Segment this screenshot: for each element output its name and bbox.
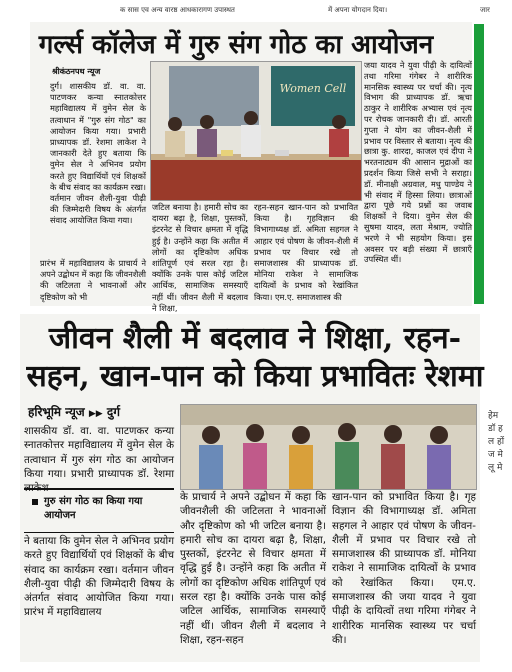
article2-headline: जीवन शैली में बदलाव ने शिक्षा, रहन-सहन, खान-पान को किया प्रभावितः रेशमा	[26, 321, 484, 394]
article2-col2: के प्राचार्य ने अपने उद्बोधन में कहा कि जीवनशैली की जटिलता ने भावनाओं और दृष्टिकोण को भी जटिल बनाया है। हमारी सोच का दायरा बढ़ा है, शिक्षा, पुस्तकों, इंटरनेट से विचार क्षमता में वृद्धि हुई है। उन्होंने कहा कि अतीत में लोगों का दृष्टिकोण अधिक शांतिपूर्ण एवं सरल रहा है। क्योंकि उनके पास कोई जटिल आर्थिक, सामाजिक समस्याएँ नहीं थीं। जीवन शैली में बदलाव ने शिक्षा, रहन-सहन	[180, 491, 326, 646]
article1-col4: जया यादव ने युवा पीढ़ी के दायित्वों तथा गरिमा गंगेबर ने शारीरिक मानसिक स्वास्थ्य पर चर्चा की। नृत्य विभाग की प्राध्यापक डॉ. ऋचा ठाकुर ने शारीरिक अभ्यास एवं नृत्य पर रोचक जानकारी दी। डॉ. आरती गुप्ता ने योग का जीवन-शैली में प्रभाव पर विस्तार से बताया। नृत्य की छात्रा कु. शारदा, काजल एवं दीपा ने भरतनाट्यम की आसान मुद्राओं का प्रदर्शन किया जिसे सभी ने सराहा। डॉ. मीनाक्षी अग्रवाल, मधु पाण्डेय ने भी संवाद में हिस्सा लिया। छात्राओं द्वारा पूछे गये प्रश्नों का जवाब शिक्षकों ने दिया। वुमेन सेल की सुषमा यादव, लता मेश्राम, ज्योति भरणे ने भी सहयोग किया। इस अवसर पर बड़ी संख्या में छात्राएँ उपस्थित थीं।	[364, 60, 472, 265]
article1-photo	[150, 61, 362, 201]
article1-green-bar	[474, 24, 484, 304]
audience-photo-illustration	[181, 405, 476, 489]
top-strip	[0, 0, 512, 22]
article2-col3: खान-पान को प्रभावित किया है। गृह विज्ञान की विभागाध्यक्ष डॉ. अमिता सहगल ने आहार एवं पोषण के जीवन-शैली में प्रभाव पर विचार रखे तो समाजशास्त्र की प्राध्यापक डॉ. मोनिया राकेश ने सामाजिक दायित्वों के प्रभाव को रेखांकित किया। एम.ए. समाजशास्त्र की जया यादव ने युवा पीढ़ी के दायित्वों तथा गरिमा गंगेबर ने शारीरिक मानसिक स्वास्थ्य पर चर्चा की।	[332, 491, 476, 646]
top-strip-middle-text: में अपना योगदान दिया।	[328, 6, 388, 14]
article2-col1-lead: शासकीय डॉ. वा. वा. पाटणकर कन्या स्नातकोत्तर महाविद्यालय में वुमेन सेल के तत्वाधान में गुरु संग गोठ का आयोजन किया गया। प्रभारी प्राध्यापक डॉ. रेशमा लाकेश	[24, 425, 174, 495]
article1-col1-tail: प्रारंभ में महाविद्यालय के प्राचार्य ने अपने उद्बोधन में कहा कि जीवनशैली की जटिलता ने भावनाओं और दृष्टिकोण को भी	[40, 258, 146, 302]
photo-banner-text: Women Cell	[279, 82, 347, 95]
article1-headline: गर्ल्स कॉलेज में गुरु संग गोठ का आयोजन	[38, 30, 434, 60]
top-strip-right-text: जार	[480, 6, 490, 14]
article2-col1-tail: ने बताया कि वुमेन सेल ने अभिनव प्रयोग करते हुए विद्यार्थियों एवं शिक्षकों के बीच संवाद का कार्यक्रम रखा। वर्तमान जीवन शैली-युवा पीढ़ी की जिम्मेदारी विषय के अंतर्गत संवाद आयोजित किया गया। प्रारंभ में महाविद्यालय	[24, 535, 174, 619]
top-strip-left-text: क सास एव अन्य वारष्ठ आधकारागण उपास्थत	[120, 6, 235, 14]
article1-col1-lead: दुर्ग। शासकीय डॉ. वा. वा. पाटणकर कन्या स्नातकोत्तर महाविद्यालय में वुमेन सेल के तत्वाधान में "गुरु संग गोठ" का आयोजन किया गया। प्रभारी प्राध्यापक डॉ. रेशमा लाकेश ने जानकारी देते हुए बताया कि वुमेन सेल ने अभिनव प्रयोग करते हुए विद्यार्थियों एवं शिक्षकों के बीच संवाद का कार्यक्रम रखा। वर्तमान जीवन शैली-युवा पीढ़ी की जिम्मेदारी विषय के अंतर्गत संवाद आयोजित किया गया।	[50, 81, 146, 226]
article2-box-head: गुरु संग गोठ का किया गया आयोजन	[44, 496, 143, 521]
article2-photo	[180, 404, 477, 490]
article1-byline: श्रीकंठनपथ न्यूज	[52, 67, 101, 76]
article2-byline-city: दुर्ग	[106, 405, 121, 419]
right-cutoff-text: हेम डॉ ह ल हों ज मे लू मे	[488, 411, 505, 473]
article2-byline	[28, 403, 178, 420]
article1-col2: जटिल बनाया है। हमारी सोच का दायरा बढ़ा है, शिक्षा, पुस्तकों, इंटरनेट से विचार क्षमता में वृद्धि हुई है। उन्होंने कहा कि अतीत में लोगों का दृष्टिकोण अधिक शांतिपूर्ण एवं सरल रहा है। क्योंकि उनके पास कोई जटिल आर्थिक, सामाजिक समस्याएँ नहीं थीं। जीवन शैली में बदलाव ने शिक्षा,	[152, 202, 248, 313]
byline-arrow-icon: ▶▶	[88, 409, 103, 419]
article2-byline-source: हरिभूमि न्यूज	[28, 405, 85, 419]
bullet-square-icon	[32, 499, 38, 505]
article1-col3: रहन-सहन खान-पान को प्रभावित किया है। गृहविज्ञान की विभागाध्यक्ष डॉ. अमिता सहगल ने आहार एवं पोषण के जीवन-शैली में प्रभाव पर विचार रखे तो समाजशास्त्र की प्राध्यापक डॉ. मोनिया राकेश ने सामाजिक दायित्वों के प्रभाव को रेखांकित किया। एम.ए. समाजशास्त्र की	[254, 202, 358, 302]
event-photo-illustration	[151, 62, 361, 200]
article2-highlight-box	[24, 488, 174, 533]
